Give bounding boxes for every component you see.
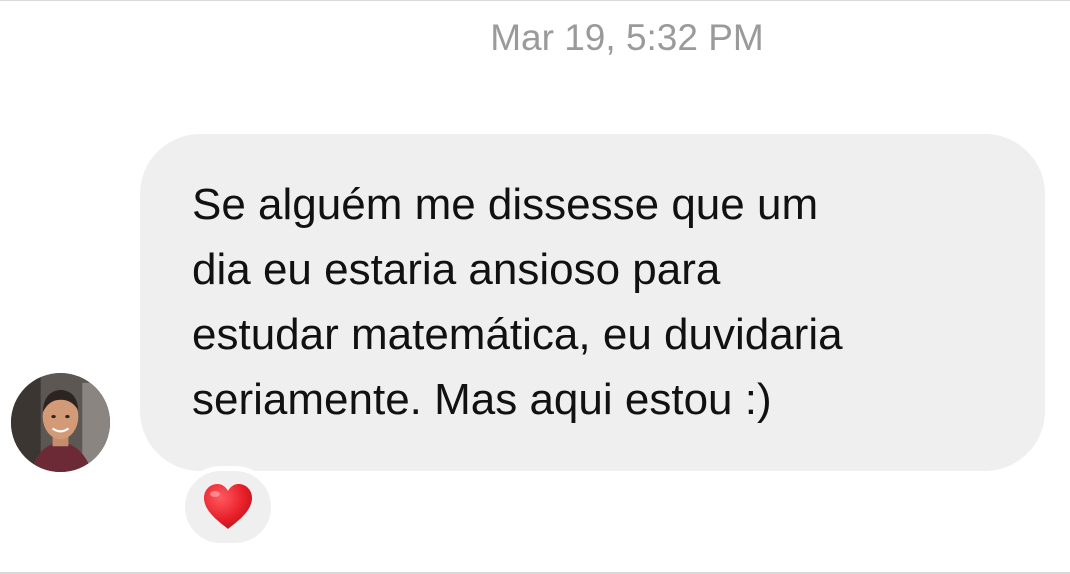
reaction-badge[interactable]: [180, 466, 276, 548]
sender-avatar[interactable]: [11, 373, 110, 472]
message-text: Se alguém me dissesse que um dia eu estaria ansioso para estudar matemática, eu duvidaria seriamente. Mas aqui estou :): [192, 180, 843, 424]
message-timestamp: Mar 19, 5:32 PM: [490, 17, 764, 58]
heart-icon: [202, 483, 254, 531]
avatar-photo-icon: [11, 373, 110, 472]
message-bubble[interactable]: [140, 134, 1045, 471]
top-divider: [0, 0, 1070, 1]
